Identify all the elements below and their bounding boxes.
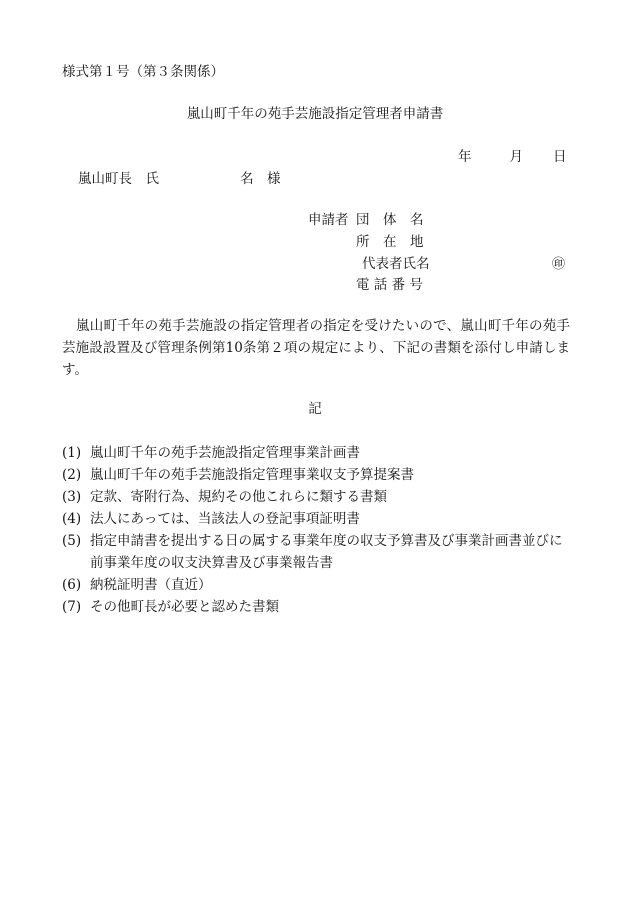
list-item (62, 530, 574, 574)
list-item-text: 納税証明書（直近） (90, 577, 212, 593)
list-item-number: (4) (62, 511, 82, 527)
date-line (458, 151, 567, 165)
list-item-number: (5) (62, 533, 82, 549)
ki-heading: 記 (308, 401, 322, 417)
list-item (62, 486, 574, 508)
list-item-text: 法人にあっては、当該法人の登記事項証明書 (90, 511, 360, 527)
list-item-text: 嵐山町千年の苑手芸施設指定管理事業計画書 (90, 445, 360, 461)
list-item-text: 定款、寄附行為、規約その他これらに類する書類 (90, 489, 387, 505)
list-item-number: (6) (62, 577, 82, 593)
list-item-number: (7) (62, 599, 82, 615)
list-item (62, 464, 574, 486)
date-month: 月 (509, 149, 523, 165)
applicant-representative-label: 代表者氏名 (362, 256, 430, 272)
application-statement: 嵐山町千年の苑手芸施設の指定管理者の指定を受けたいので、嵐山町千年の苑手芸施設設置及び管理条例第10条第２項の規定により、下記の書類を添付し申請します。 (62, 318, 570, 378)
list-item (62, 442, 574, 464)
list-item-text: 指定申請書を提出する日の属する事業年度の収支予算書及び事業計画書並びに前事業年度の収支決算書及び事業報告書 (90, 533, 563, 571)
addressee: 嵐山町長 氏 名 様 (78, 171, 281, 187)
list-item-text: 嵐山町千年の苑手芸施設指定管理事業収支予算提案書 (90, 467, 414, 483)
list-item (62, 596, 574, 618)
applicant-label: 申請者 (308, 212, 349, 228)
list-item-number: (1) (62, 445, 82, 461)
date-day: 日 (553, 149, 567, 165)
list-item-text: その他町長が必要と認めた書類 (90, 599, 279, 615)
seal-mark: ㊞ (552, 257, 566, 272)
applicant-org-label: 団 体 名 (356, 212, 424, 228)
list-item (62, 508, 574, 530)
document-title: 嵐山町千年の苑手芸施設指定管理者申請書 (186, 106, 444, 122)
list-item-number: (3) (62, 489, 82, 505)
date-year: 年 (458, 149, 472, 165)
form-number: 様式第１号（第３条関係） (62, 64, 224, 80)
applicant-address-label: 所 在 地 (356, 234, 424, 250)
attached-documents-list (62, 442, 574, 618)
list-item (62, 574, 574, 596)
list-item-number: (2) (62, 467, 82, 483)
applicant-phone-label: 電 話 番 号 (356, 277, 423, 293)
